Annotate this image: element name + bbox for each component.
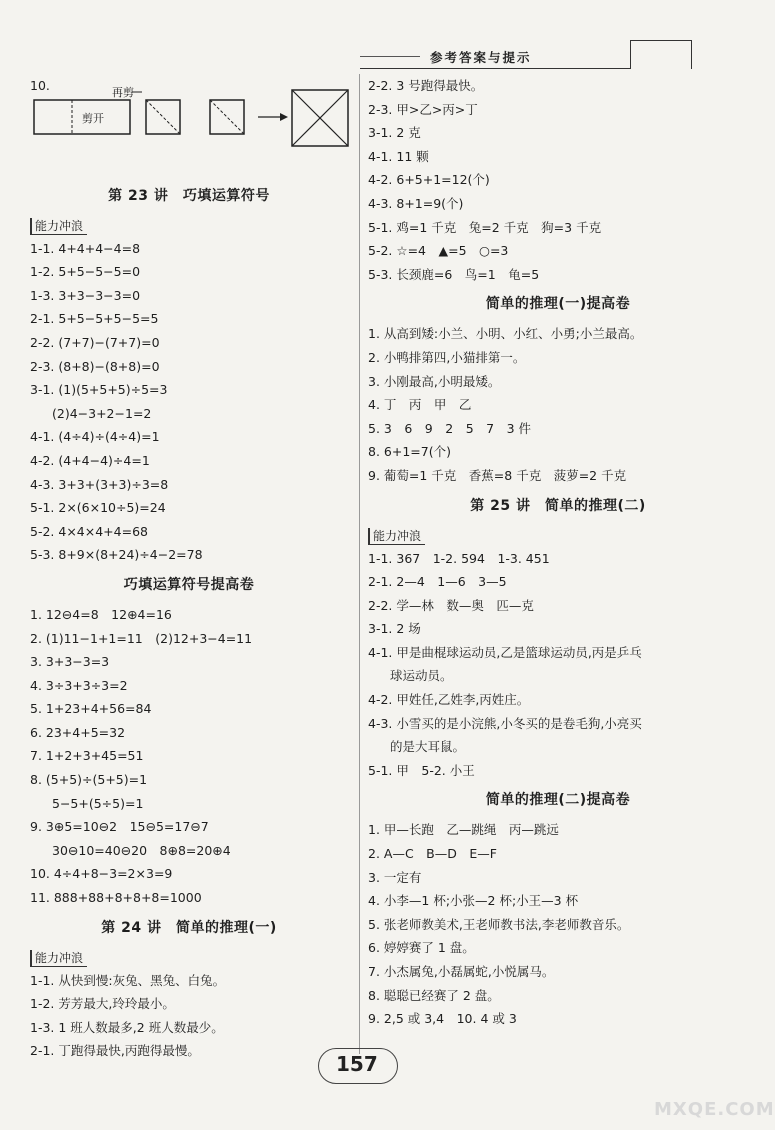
answer-line: 3. 3+3−3=3 [30, 654, 110, 670]
answer-line: 1-2. 5+5−5−5=0 [30, 264, 141, 280]
header-tab [630, 40, 692, 69]
answer-line: (2)4−3+2−1=2 [52, 405, 152, 421]
header-rule [360, 56, 420, 57]
answer-line: 2-3. (8+8)−(8+8)=0 [30, 358, 160, 374]
diagonal-cut-1 [146, 100, 180, 134]
answer-line: 球运动员。 [390, 668, 453, 684]
question-10-label: 10. [30, 78, 50, 93]
answer-line: 3-1. 2 场 [368, 621, 421, 637]
answer-line: 7. 1+2+3+45=51 [30, 748, 144, 764]
answer-line: 4. 小李—1 杯;小张—2 杯;小王—3 杯 [368, 893, 579, 909]
answer-line: 6. 婷婷赛了 1 盘。 [368, 940, 475, 956]
answer-line: 1-1. 4+4+4−4=8 [30, 240, 141, 256]
answer-line: 2-1. 丁跑得最快,丙跑得最慢。 [30, 1043, 200, 1059]
ability-badge-25: 能力冲浪 [368, 528, 425, 545]
answer-line: 4-3. 小雪买的是小浣熊,小冬买的是卷毛狗,小亮买 [368, 715, 642, 731]
answer-line: 3. 小刚最高,小明最矮。 [368, 373, 501, 389]
answer-line: 8. 聪聪已经赛了 2 盘。 [368, 987, 500, 1003]
lesson-23-test-answers [30, 603, 348, 910]
answer-line: 4. 3÷3+3÷3=2 [30, 677, 128, 693]
answer-line: 4. 丁 丙 甲 乙 [368, 397, 472, 413]
watermark-text: MXQE.COM [654, 1099, 775, 1120]
lesson-23-title: 第 23 讲 巧填运算符号 [108, 187, 270, 204]
answer-line: 4-3. 8+1=9(个) [368, 195, 464, 211]
lesson-23-test-title: 巧填运算符号提高卷 [123, 576, 255, 593]
answer-line: 2-2. 学—林 数—奥 匹—克 [368, 597, 534, 613]
answer-line: 1-2. 芳芳最大,玲玲最小。 [30, 996, 175, 1012]
answer-line: 2. (1)11−1+1=11 (2)12+3−4=11 [30, 630, 253, 646]
answer-line: 9. 2,5 或 3,4 10. 4 或 3 [368, 1011, 517, 1027]
answer-line: 3-1. 2 克 [368, 125, 421, 141]
answer-line: 6. 23+4+5=32 [30, 724, 126, 740]
lesson-24-test-title: 简单的推理(一)提高卷 [485, 296, 631, 313]
diagonal-cut-2 [210, 100, 244, 134]
answer-line: 3-1. (1)(5+5+5)÷5=3 [30, 382, 168, 398]
answer-line: 5. 张老师教美术,王老师教书法,李老师教音乐。 [368, 916, 630, 932]
answer-line: 5. 3 6 9 2 5 7 3 件 [368, 420, 532, 436]
answer-line: 7. 小杰属兔,小磊属蛇,小悦属马。 [368, 964, 555, 979]
answer-line: 4-3. 3+3+(3+3)÷3=8 [30, 476, 169, 492]
answer-line: 5-1. 鸡=1 千克 兔=2 千克 狗=3 千克 [368, 219, 602, 235]
header-title: 参考答案与提示 [430, 50, 532, 65]
answer-line: 2. A—C B—D E—F [368, 846, 497, 862]
right-column [368, 74, 748, 1031]
lesson-24-title: 第 24 讲 简单的推理(一) [101, 919, 277, 936]
answer-line: 4-2. 甲姓任,乙姓李,丙姓庄。 [368, 692, 530, 708]
ability-badge-23: 能力冲浪 [30, 218, 87, 235]
answer-line: 9. 葡萄=1 千克 香蕉=8 千克 菠萝=2 千克 [368, 467, 627, 483]
answer-line: 的是大耳鼠。 [390, 739, 466, 755]
answer-line: 5. 1+23+4+56=84 [30, 701, 152, 717]
answer-line: 5-2. ☆=4 ▲=5 ○=3 [368, 243, 509, 259]
answer-line: 4-1. (4÷4)÷(4÷4)=1 [30, 429, 160, 445]
answer-line: 5-3. 8+9×(8+24)÷4−2=78 [30, 547, 203, 563]
lesson-24-answers [30, 969, 348, 1063]
ability-badge-24: 能力冲浪 [30, 950, 87, 967]
answer-line: 2-1. 2—4 1—6 3—5 [368, 574, 507, 590]
answer-line: 1-3. 3+3−3−3=0 [30, 287, 141, 303]
answer-line: 8. (5+5)÷(5+5)=1 [30, 772, 148, 788]
lesson-24-answers-cont [368, 74, 748, 286]
answer-line: 1-1. 从快到慢:灰兔、黑兔、白兔。 [30, 972, 226, 988]
lesson-25-answers [368, 547, 748, 783]
answer-line: 10. 4÷4+8−3=2×3=9 [30, 866, 173, 882]
answer-line: 3. 一定有 [368, 869, 422, 885]
answer-line: 8. 6+1=7(个) [368, 444, 451, 460]
answer-line: 2. 小鸭排第四,小猫排第一。 [368, 349, 526, 365]
page-number: 157 [336, 1052, 378, 1076]
answer-line: 1-1. 367 1-2. 594 1-3. 451 [368, 550, 550, 566]
answer-line: 4-2. (4+4−4)÷4=1 [30, 452, 150, 468]
answer-line: 1. 从高到矮:小兰、小明、小红、小勇;小兰最高。 [368, 326, 643, 342]
answer-line: 9. 3⊕5=10⊖2 15⊖5=17⊖7 [30, 819, 209, 835]
lesson-25-test-answers [368, 818, 748, 1030]
answer-line: 4-1. 甲是曲棍球运动员,乙是篮球运动员,丙是乒乓 [368, 644, 642, 660]
lesson-24-test-answers [368, 322, 748, 487]
answer-line: 1. 12⊖4=8 12⊕4=16 [30, 606, 172, 622]
lesson-25-test-title: 简单的推理(二)提高卷 [485, 792, 631, 809]
answer-line: 5−5+(5÷5)=1 [52, 795, 144, 811]
answer-line: 4-1. 11 颗 [368, 148, 429, 164]
answer-line: 1. 甲—长跑 乙—跳绳 丙—跳远 [368, 822, 559, 838]
page-header [360, 46, 692, 69]
answer-line: 5-3. 长颈鹿=6 鸟=1 龟=5 [368, 266, 540, 282]
watermark [650, 1070, 775, 1122]
answer-line: 2-2. (7+7)−(7+7)=0 [30, 334, 160, 350]
answer-line: 2-1. 5+5−5+5−5=5 [30, 311, 159, 327]
answer-line: 4-2. 6+5+1=12(个) [368, 172, 490, 188]
answer-line: 1-3. 1 班人数最多,2 班人数最少。 [30, 1019, 224, 1035]
column-divider [359, 74, 360, 1054]
lesson-25-title: 第 25 讲 简单的推理(二) [470, 497, 646, 514]
cut-again-label: 再剪 [112, 85, 134, 99]
arrow-2-head [280, 113, 288, 121]
answer-line: 5-1. 甲 5-2. 小王 [368, 762, 475, 778]
answer-line: 5-2. 4×4×4+4=68 [30, 523, 148, 539]
answer-line: 2-3. 甲>乙>丙>丁 [368, 101, 478, 117]
left-column [30, 74, 348, 1063]
answer-line: 5-1. 2×(6×10÷5)=24 [30, 500, 166, 516]
answer-line: 11. 888+88+8+8+8=1000 [30, 890, 202, 906]
cut-label: 剪开 [82, 111, 104, 125]
answer-line: 30⊖10=40⊖20 8⊕8=20⊕4 [52, 842, 231, 858]
answer-line: 2-2. 3 号跑得最快。 [368, 78, 484, 93]
lesson-23-answers [30, 237, 348, 567]
